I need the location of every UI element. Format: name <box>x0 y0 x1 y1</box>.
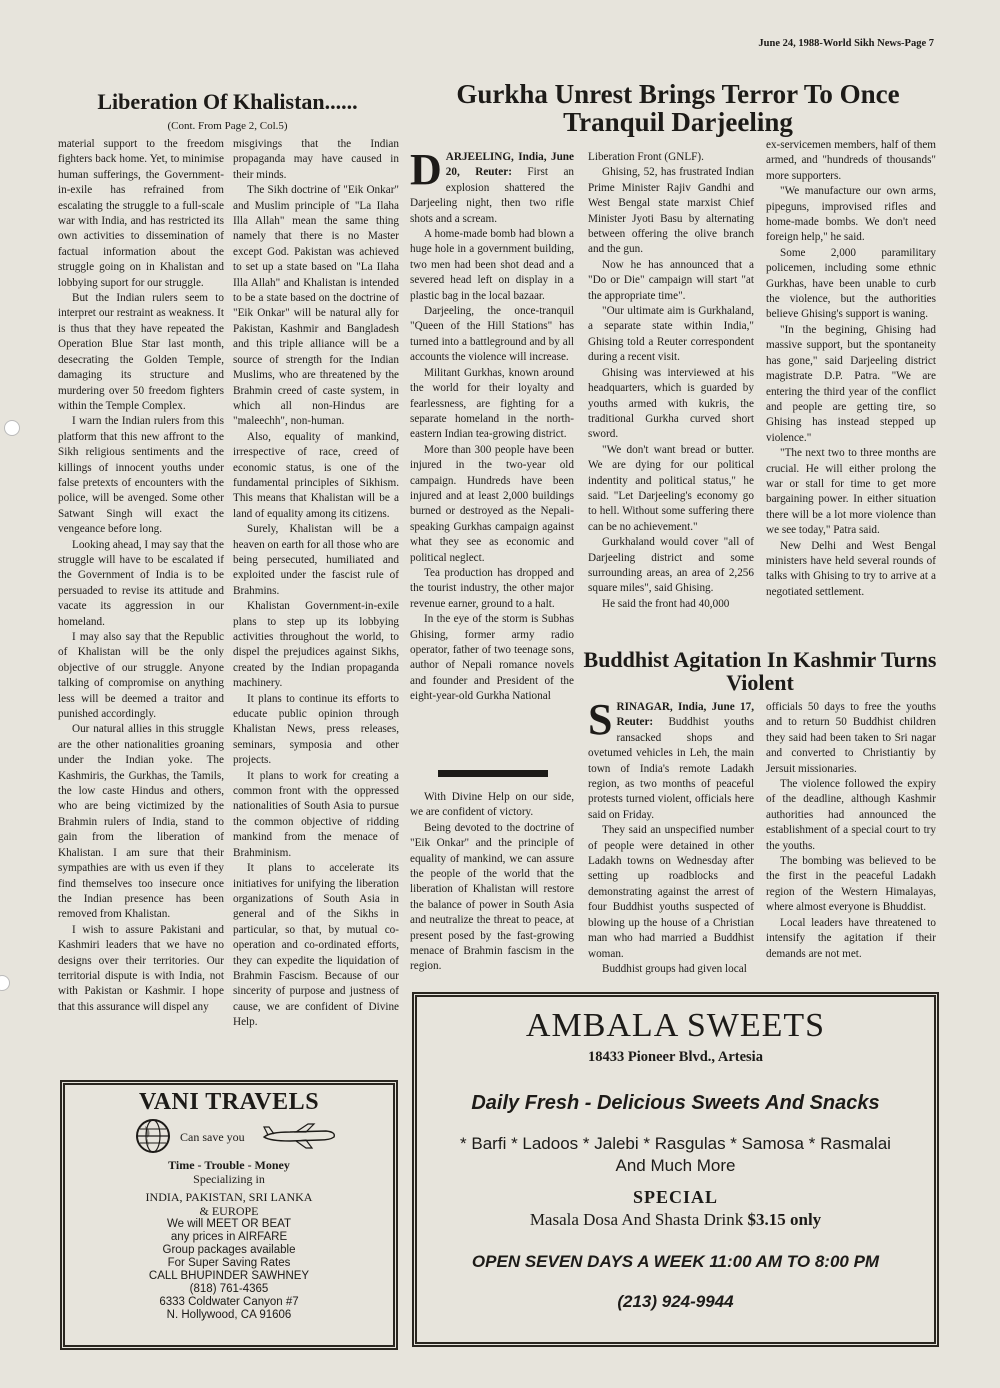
binder-hole <box>4 420 20 436</box>
paragraph: officials 50 days to free the youths and to return 50 Buddhist children they said had been taken to Sri nagar and converted to Christiantiy by Jersuit missionaries. <box>766 701 936 775</box>
buddhist-headline: Buddhist Agitation In Kashmir Turns Violent <box>583 647 937 696</box>
khalistan-column-1 <box>58 137 224 1077</box>
paragraph: "In the begining, Ghising had massive support, but the spontaneity has gone," said Darjeeling district magistrate D.P. Patra. "We are entering the third year of the conflict and people are getting tire, so Ghising has instead stepped up violence." <box>766 323 936 444</box>
vani-phone: (818) 761-4365 <box>189 1283 269 1295</box>
paragraph: Militant Gurkhas, known around the world for their loyalty and fearlessness, are fighting for a separate homeland in the north-eastern Indian tea-growing district. <box>410 366 574 441</box>
binder-hole <box>0 975 10 991</box>
paragraph: I wish to assure Pakistani and Kashmiri leaders that we have no designs over their territories. Our territorial dispute is with India, not with Pakistan or Kashmir. I hope that this assurance will dispel any <box>58 923 224 1013</box>
lead-text: First an explosion shattered the Darjeeling night, then two rifle shots and a scream. <box>410 166 574 225</box>
paragraph: The violence followed the expiry of the deadline, although Kashmir authorities had announced the establishment of a special court to try the youths. <box>766 778 936 852</box>
can-save-text: Can save you <box>180 1130 245 1144</box>
vani-address: 6333 Coldwater Canyon #7 <box>159 1296 299 1308</box>
paragraph: The Sikh doctrine of "Eik Onkar" and Muslim principle of "La Ilaha Illa Allah" mean the same thing namely that there is no Master except God. Pakistan was achieved to set up a state based on "La Ilaha Illa Allah" and Khalistan is intended to be a state based on the doctrine of "Eik Onkar" will be natural ally for Pakistan, Kashmir and Bangladesh and this triple alliance will be a source of strength for the Indian Muslims, who are threatened by the Brahmin creed of caste system, in which all non-Hindus are "maleechh", non-human. <box>233 184 399 428</box>
special-text: Masala Dosa And Shasta Drink <box>529 1210 748 1229</box>
ambala-phone: (213) 924-9944 <box>617 1292 734 1311</box>
masthead: June 24, 1988-World Sikh News-Page 7 <box>758 38 934 49</box>
buddhist-column-1 <box>588 700 754 985</box>
ambala-hours: OPEN SEVEN DAYS A WEEK 11:00 AM TO 8:00 PM <box>471 1252 880 1271</box>
ambala-items-more: And Much More <box>615 1156 736 1175</box>
paragraph: He said the front had 40,000 <box>602 597 730 610</box>
paragraph: Our natural allies in this struggle are the other nationalities groaning under the Indian yoke. The Kashmiris, the Gurkhas, the Tamils, the low caste Hindus and others, who are being victimized by the Brahmin rulers of India, stand to gain from the liberation of Khalistan. I am sure that their sympathies are with us even if they find themselves too insecure once the Indian presence has been removed from Khalistan. <box>58 723 224 921</box>
ambala-tagline: Daily Fresh - Delicious Sweets And Snacks <box>471 1092 880 1114</box>
vani-travels-ad <box>60 1080 398 1350</box>
continued-note: (Cont. From Page 2, Col.5) <box>167 120 288 132</box>
paragraph: Liberation Front (GNLF). <box>588 151 704 163</box>
paragraph: With Divine Help on our side, we are confident of victory. <box>410 791 574 819</box>
globe-icon <box>135 1118 171 1154</box>
khalistan-column-2 <box>233 137 399 1077</box>
paragraph: Darjeeling, the once-tranquil "Queen of the Hill Stations" has turned into a battleground and by all accounts the violence will increase. <box>410 305 574 364</box>
paragraph: Tea production has dropped and the tourist industry, the other major revenue earner, ground to a halt. <box>410 566 574 610</box>
vani-benefits: Time - Trouble - Money <box>168 1158 290 1172</box>
paragraph: "We don't want bread or butter. We are dying for our political indentity and political status," he said. "Let Darjeeling's economy go to hell. Without some suffering there can be no achievement." <box>588 443 754 533</box>
ambala-sweets-ad <box>412 992 939 1347</box>
paragraph: material support to the freedom fighters back home. Yet, to minimise human sufferings, the Government-in-exile has refrained from escalating the struggle to a full-scale war with India, and has restricted its own activities to dissemination of factual information about the struggle going on in Khalistan and lobbying suport for our struggle. <box>58 138 224 289</box>
gurkha-column-2 <box>588 150 754 645</box>
vani-meet: We will MEET OR BEAT <box>167 1218 291 1230</box>
paragraph: Buddhist groups had given local <box>602 962 747 975</box>
vani-tagline-row <box>65 1116 393 1158</box>
paragraph: "The next two to three months are crucial. He will either prolong the war or stall for time to get more bargaining power. In either situation there will be a lot more violence than we see today," Patra said. <box>766 447 936 537</box>
ambala-special-label: SPECIAL <box>632 1187 719 1207</box>
special-price: $3.15 only <box>747 1210 822 1229</box>
paragraph: "We manufacture our own arms, pipeguns, improvised rifles and home-made bombs. We don't need foreign help," he said. <box>766 185 936 244</box>
dateline: ARJEELING, India, June 20, Reuter: <box>445 151 574 179</box>
paragraph: I warn the Indian rulers from this platform that this new affront to the Sikh religious sentiments and the killings of innocent youths under false pretexts of encounters with the police, will be avenged. Some other Satwant Singh will exact the vengeance before long. <box>58 415 224 536</box>
khalistan-column-3 <box>410 790 574 985</box>
ambala-address: 18433 Pioneer Blvd., Artesia <box>588 1049 763 1065</box>
paragraph: misgivings that the Indian propaganda may have caused in their minds. <box>233 138 399 181</box>
paragraph: More than 300 people have been injured in the two-year old campaign. Hundreds have been injured and at least 2,000 buildings burned or destroyed as the Nepali-speaking Gurkhas campaign against what they see as economic and political neglect. <box>410 443 574 564</box>
paragraph: Looking ahead, I may say that the struggle will have to be escalated if the Government of India is to be persuaded to revise its attitude and vacate its aggression in our homeland. <box>58 538 224 628</box>
vani-saving: For Super Saving Rates <box>167 1257 291 1269</box>
paragraph: I may also say that the Republic of Khalistan will be the only objective of our struggle. Anyone talking of compromise on anything less will be deemed a traitor and punished accordingly. <box>58 631 224 721</box>
paragraph: Also, equality of mankind, irrespective of race, creed of economic status, is one of the fundamental principles of Sikhism. This means that Khalistan will be a land of equality among its citizens. <box>233 430 399 520</box>
paragraph: But the Indian rulers seem to interpret our restraint as weakness. It is thus that they have repeated the Operation Blue Star last month, desecrating the Golden Temple, damaging its structure and murdering over 50 freedom fighters within the Temple Complex. <box>58 292 224 412</box>
paragraph: It plans to continue its efforts to educate public opinion through Khalistan News, press releases, seminars, symposia and other projects. <box>233 692 399 767</box>
paragraph: Gurkhaland would cover "all of Darjeeling district and some surrounding areas, an area of 2,256 square miles", said Ghising. <box>588 536 754 595</box>
paragraph: New Delhi and West Bengal ministers have held several rounds of talks with Ghising to try to arrive at a negotiated settlement. <box>766 539 936 598</box>
paragraph: Surely, Khalistan will be a heaven on earth for all those who are being persecuted, humiliated and exploited under the fascist rule of Brahmins. <box>233 523 399 597</box>
paragraph: In the eye of the storm is Subhas Ghising, former army radio operator, father of two teenage sons, author of Nepali romance novels and founder and President of the eight-year-old Gurkha National <box>410 613 574 703</box>
vani-title: VANI TRAVELS <box>138 1089 320 1115</box>
paragraph: Now he has announced that a "Do or Die" campaign will start "at the appropriate time". <box>588 258 754 302</box>
vani-airfare: any prices in AIRFARE <box>170 1231 288 1243</box>
vani-group: Group packages available <box>162 1244 296 1256</box>
drop-cap: D <box>410 150 442 194</box>
airplane-icon <box>260 1122 338 1150</box>
paragraph: Being devoted to the doctrine of "Eik Onkar" and the principle of equality of mankind, we can assure the people of the world that the liberation of Khalistan will restore the balance of power in South Asia and neutralize the threat to peace, at present posed by the fast-growing menace of Brahmin fascism in the region. <box>410 821 574 973</box>
paragraph: It plans to work for creating a common front with the oppressed nationalities of South Asia to pursue the common objective of ridding mankind from the menace of Brahminism. <box>233 769 399 859</box>
ambala-title: AMBALA SWEETS <box>525 1007 826 1044</box>
gurkha-column-3 <box>766 138 936 646</box>
khalistan-headline: Liberation Of Khalistan...... <box>97 89 358 114</box>
paragraph: ex-servicemen members, half of them armed, and "hundreds of thousands" more supporters. <box>766 139 936 182</box>
gurkha-headline: Gurkha Unrest Brings Terror To Once Tranquil Darjeeling <box>456 79 900 138</box>
ambala-items: * Barfi * Ladoos * Jalebi * Rasgulas * Samosa * Rasmalai <box>460 1134 891 1153</box>
paragraph: It plans to accelerate its initiatives for unifying the liberation organizations of South Asia in general and of the Sikhs in particular, so that, by mutual co-operation and co-ordinated efforts, they can expedite the liquidation of Brahmin Fascism. Because of our sincerity of purpose and justness of cause, we are confident of Divine Help. <box>233 862 399 1029</box>
gurkha-column-1 <box>410 150 574 760</box>
paragraph: Some 2,000 paramilitary policemen, including some ethnic Gurkhas, have been unable to curb the violence, but the authorities believe Ghising's support is waning. <box>766 246 936 321</box>
paragraph: Ghising, 52, has frustrated Indian Prime Minister Rajiv Gandhi and West Bengal state marxist Chief Minister Jyoti Basu by alternating between offering the olive branch and the gun. <box>588 166 754 256</box>
vani-destinations-europe: & EUROPE <box>199 1204 259 1218</box>
paragraph: Ghising was interviewed at his headquarters, which is guarded by youths armed with kukris, the traditional Gurkha curved short sword. <box>588 366 754 441</box>
vani-call: CALL BHUPINDER SAWHNEY <box>148 1270 310 1282</box>
lead-paragraph <box>410 150 574 227</box>
vani-specializing: Specializing in <box>193 1172 265 1186</box>
section-divider <box>438 770 548 777</box>
vani-destinations: INDIA, PAKISTAN, SRI LANKA <box>145 1190 313 1204</box>
drop-cap: S <box>588 700 613 744</box>
paragraph: The bombing was believed to be the first in the peaceful Ladakh region of the Western Himalayas, where almost everyone is Bhuddist. <box>766 855 936 914</box>
lead-text: Buddhist youths ransacked shops and ovetumed vehicles in Leh, the main town of India's remote Ladakh region, as two months of peaceful protests turned violent, officials here said on Friday. <box>588 716 754 821</box>
ambala-special <box>417 1210 934 1230</box>
paragraph: They said an unspecified number of people were detained in other Ladakh towns on Wednesday after setting up roadblocks and demonstrating against the arrest of four Buddhist youths suspected of blowing up the house of a Christian man who had married a Buddhist woman. <box>588 824 754 960</box>
paragraph: Khalistan Government-in-exile plans to step up its lobbying activities throughout the world, to dispel the prejudices against Sikhs, created by the Indian propaganda machinery. <box>233 600 399 690</box>
paragraph: "Our ultimate aim is Gurkhaland, a separate state within India," Ghising told a Reuter correspondent during a recent visit. <box>588 305 754 364</box>
paragraph: Local leaders have threatened to intensify the agitation if their demands are not met. <box>766 916 936 960</box>
paragraph: A home-made bomb had blown a huge hole in a government building, two men had been shot dead and a severed head left on display in a plastic bag in the local bazaar. <box>410 228 574 302</box>
dateline: RINAGAR, India, June 17, Reuter: <box>616 701 754 729</box>
vani-city: N. Hollywood, CA 91606 <box>166 1309 292 1321</box>
lead-paragraph <box>588 700 754 823</box>
buddhist-column-2 <box>766 700 936 985</box>
